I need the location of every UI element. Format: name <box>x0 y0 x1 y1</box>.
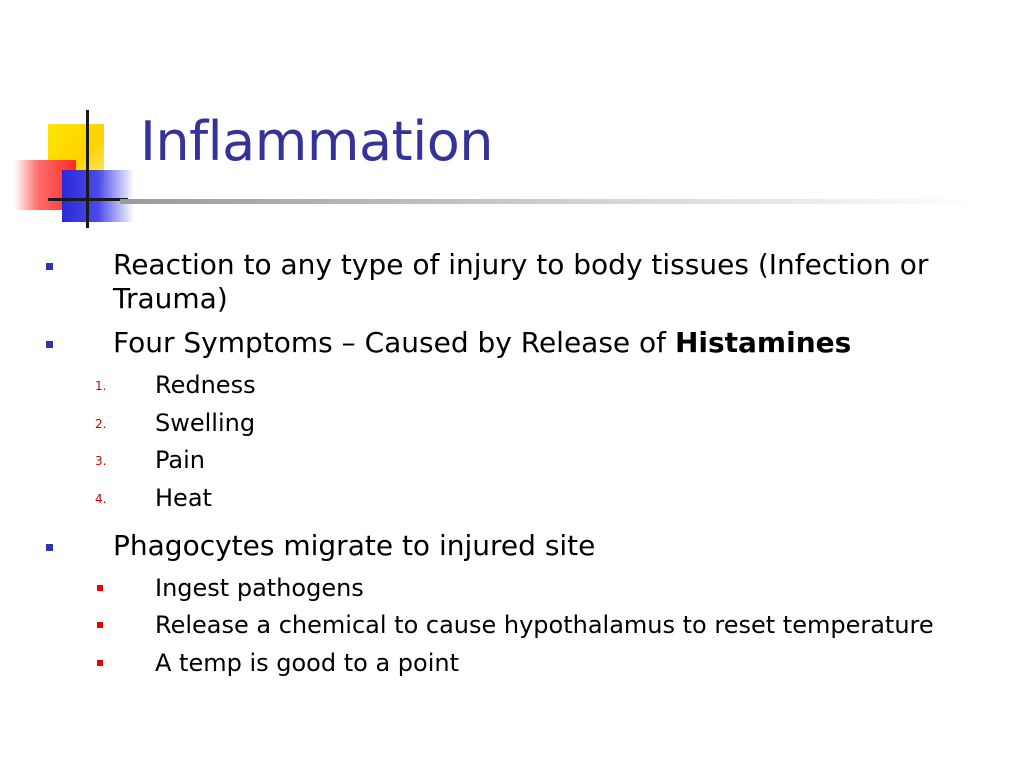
symptom-text: Swelling <box>155 408 256 437</box>
red-square-bullet-icon <box>97 622 103 628</box>
symptom-text: Heat <box>155 483 212 512</box>
square-bullet-icon <box>46 544 53 551</box>
slide-logo-decoration <box>0 0 140 240</box>
list-number: 2. <box>95 416 107 431</box>
square-bullet-icon <box>46 341 53 348</box>
bullet-text: Reaction to any type of injury to body tissues (Infection or Trauma) <box>113 248 929 315</box>
sub-bullet-item <box>155 648 1024 678</box>
symptom-item <box>95 483 1024 513</box>
slide-title: Inflammation <box>140 110 493 173</box>
logo-blue-square <box>62 170 134 222</box>
sub-bullet-item <box>155 573 1024 603</box>
title-underline-rule <box>120 199 980 204</box>
symptom-item <box>95 370 1024 400</box>
logo-vertical-line <box>86 110 89 228</box>
slide-content <box>0 248 1024 685</box>
sub-bullet-text: Release a chemical to cause hypothalamus to reset temperature <box>155 611 934 639</box>
bullet-four-symptoms <box>113 326 973 360</box>
list-number: 3. <box>95 454 107 468</box>
bullet-bold-text: Histamines <box>674 326 852 359</box>
bullet-text: Four Symptoms – Caused by Release of <box>113 326 675 359</box>
bullet-text: Phagocytes migrate to injured site <box>113 528 596 562</box>
red-square-bullet-icon <box>97 660 103 666</box>
logo-horizontal-line <box>48 198 128 201</box>
sub-bullet-text: A temp is good to a point <box>155 648 459 677</box>
bullet-phagocytes <box>113 529 973 563</box>
square-bullet-icon <box>46 263 53 270</box>
symptom-item <box>95 445 1024 475</box>
sub-bullet-item <box>155 610 1024 640</box>
list-number: 1. <box>95 379 107 393</box>
sub-bullet-text: Ingest pathogens <box>155 573 364 602</box>
red-square-bullet-icon <box>97 585 103 591</box>
symptom-text: Pain <box>155 446 205 474</box>
symptom-item <box>95 408 1024 438</box>
list-number: 4. <box>95 491 107 506</box>
bullet-reaction <box>113 248 973 316</box>
symptom-text: Redness <box>155 371 256 399</box>
